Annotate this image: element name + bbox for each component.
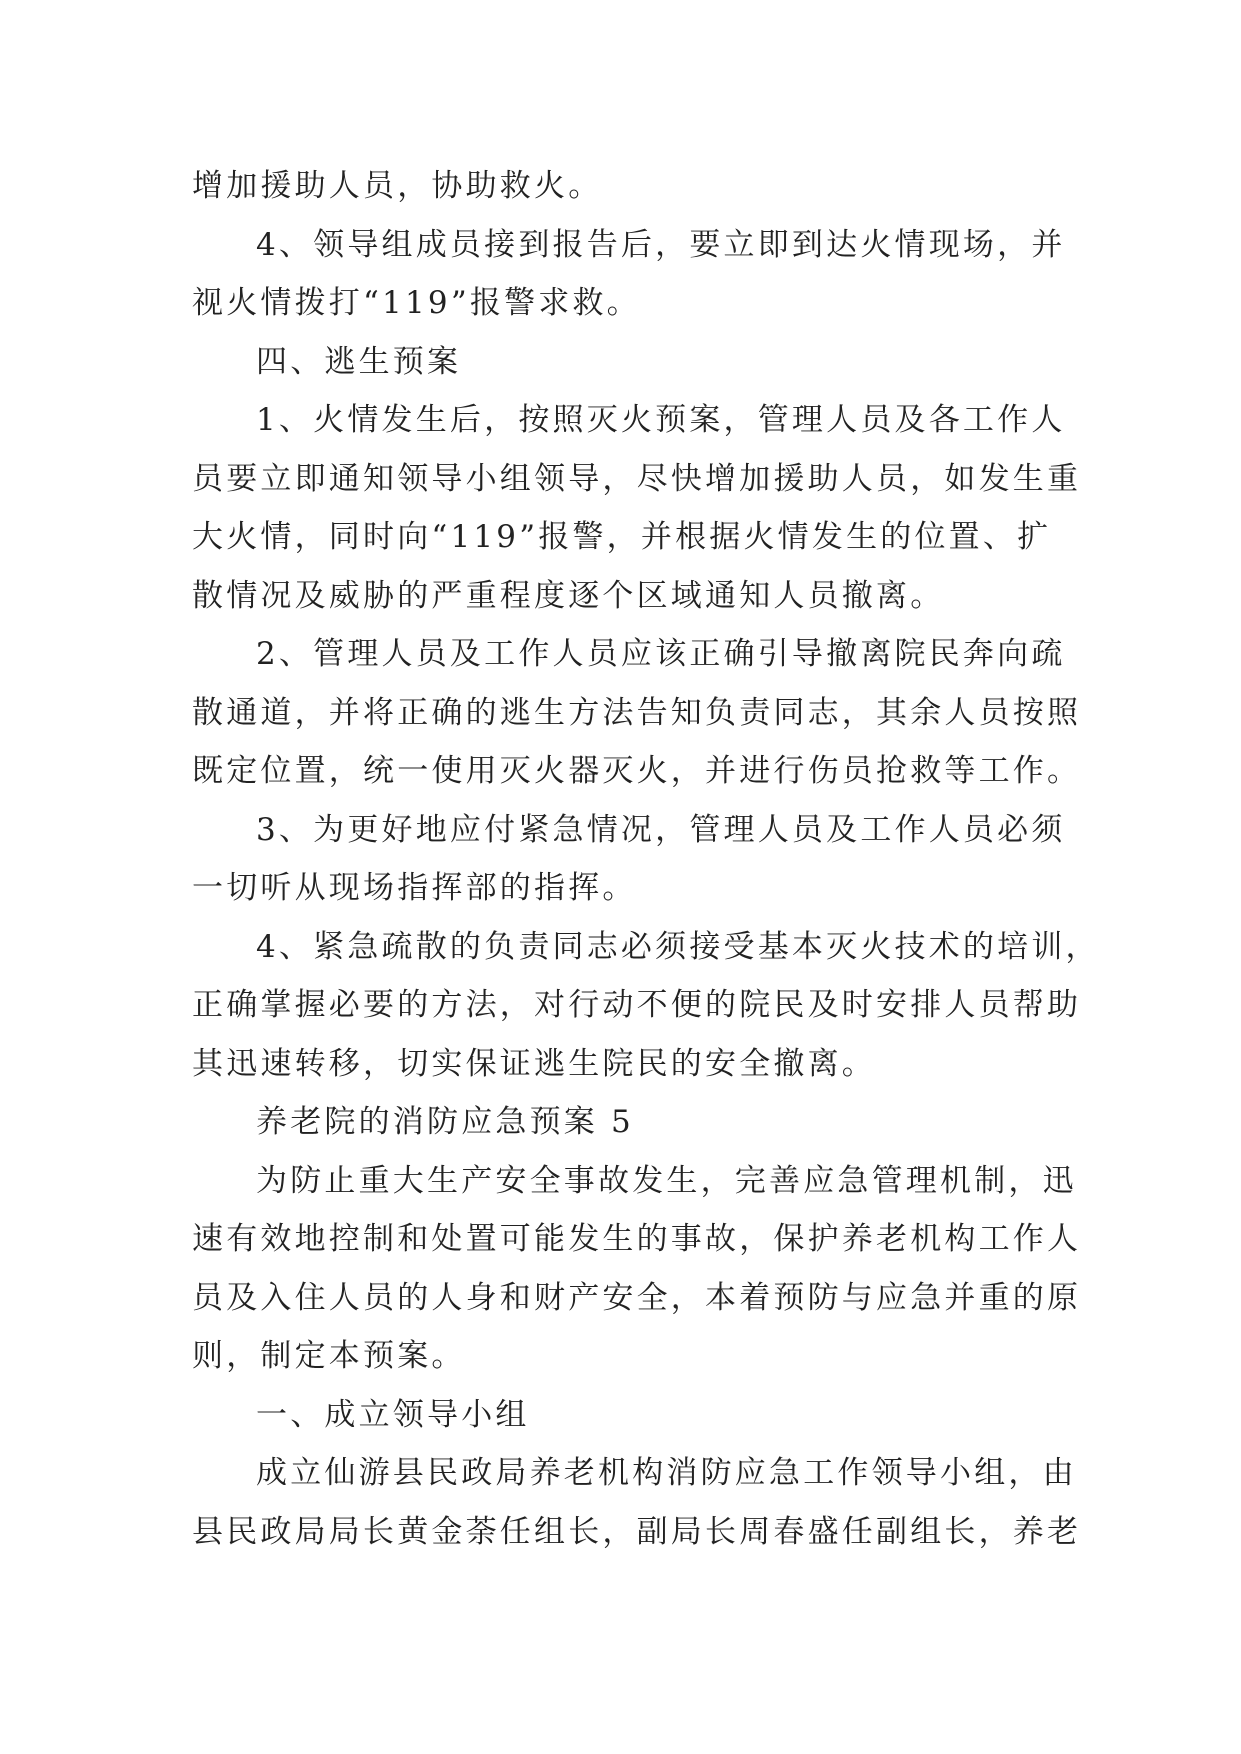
text-line: 正确掌握必要的方法，对行动不便的院民及时安排人员帮助 (192, 987, 1082, 1023)
text-line: 一切听从现场指挥部的指挥。 (192, 870, 637, 906)
text-line: 员及入住人员的人身和财产安全，本着预防与应急并重的原 (192, 1279, 1082, 1316)
text-line: 既定位置，统一使用灭火器灭火，并进行伤员抢救等工作。 (192, 753, 1082, 789)
text-line: 2、管理人员及工作人员应该正确引导撤离院民奔向疏 (256, 636, 1066, 672)
document-title: 养老院的消防应急预案 5 (256, 1104, 634, 1140)
text-line: 4、紧急疏散的负责同志必须接受基本灭火技术的培训， (256, 928, 1100, 965)
section-heading: 一、成立领导小组 (256, 1396, 530, 1433)
text-line: 则，制定本预案。 (192, 1338, 466, 1374)
text-line: 其迅速转移，切实保证逃生院民的安全撤离。 (192, 1045, 876, 1082)
text-line: 员要立即通知领导小组领导，尽快增加援助人员，如发生重 (192, 460, 1082, 497)
text-line: 3、为更好地应付紧急情况，管理人员及工作人员必须 (256, 811, 1066, 848)
text-line: 4、领导组成员接到报告后，要立即到达火情现场，并 (256, 226, 1066, 263)
text-line: 大火情，同时向“119”报警，并根据火情发生的位置、扩 (192, 519, 1052, 555)
text-line: 县民政局局长黄金荼任组长，副局长周春盛任副组长，养老 (192, 1513, 1082, 1550)
text-line: 速有效地控制和处置可能发生的事故，保护养老机构工作人 (192, 1221, 1082, 1257)
section-heading: 四、逃生预案 (256, 343, 462, 380)
text-line: 成立仙游县民政局养老机构消防应急工作领导小组，由 (256, 1455, 1077, 1491)
text-line: 为防止重大生产安全事故发生，完善应急管理机制，迅 (256, 1162, 1077, 1199)
text-line: 散情况及威胁的严重程度逐个区域通知人员撤离。 (192, 577, 945, 614)
text-line: 1、火情发生后，按照灭火预案，管理人员及各工作人 (256, 402, 1066, 438)
document-body (192, 157, 1100, 1561)
text-line: 增加援助人员，协助救火。 (192, 168, 603, 204)
text-line: 散通道，并将正确的逃生方法告知负责同志，其余人员按照 (192, 694, 1082, 731)
text-line: 视火情拨打“119”报警求救。 (192, 285, 641, 321)
